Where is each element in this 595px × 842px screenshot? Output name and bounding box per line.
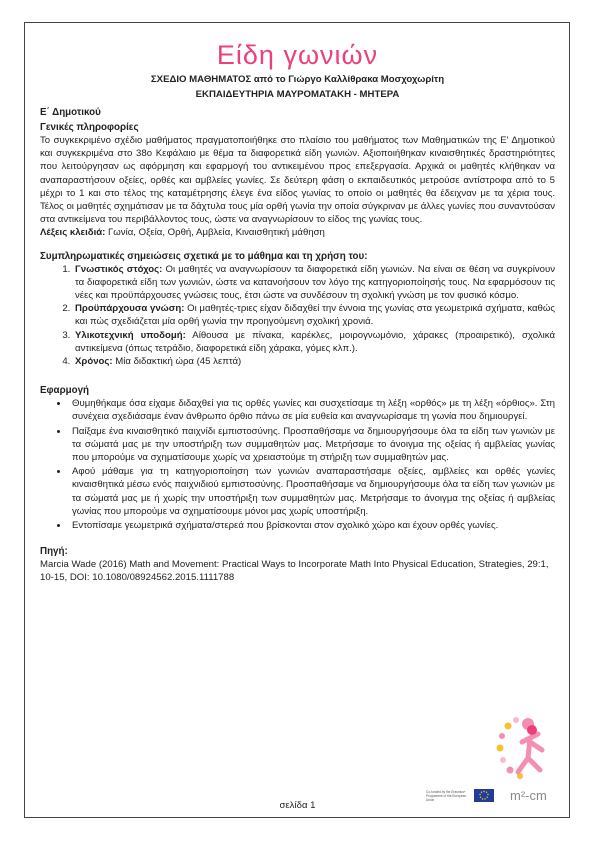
application-item: • Παίξαμε ένα κιναισθητικό παιχνίδι εμπιστοσύνης. Προσπαθήσαμε να δημιουργήσουμε όλα τα είδη των γωνιών με τα σώματά μας με την υποστήριξη των συμμαθητών μας. Μετρήσαμε το άνοιγμα της οξείας ή αμβλείας γωνίας που μπορούμε να σχηματίσουμε χωρίς να χρειαστούμε τη στήριξη των συμμαθητών μας.	[69, 425, 555, 465]
brand-logo-text: m²-cm	[510, 788, 547, 803]
keywords-line	[40, 226, 555, 239]
subtitle-line-2: ΕΚΠΑΙΔΕΥΤΗΡΙΑ ΜΑΥΡΟΜΑΤΑΚΗ - ΜΗΤΕΡΑ	[195, 89, 400, 100]
notes-heading: Συμπληρωματικές σημειώσεις σχετικά με το μάθημα και τη χρήση του:	[40, 250, 368, 262]
application-list	[40, 397, 555, 532]
source-heading: Πηγή:	[40, 546, 68, 558]
application-item: • Αφού μάθαμε για τη κατηγοριοποίηση των γωνιών αναπαραστήσαμε οξείες, αμβλείες και ορθές γωνίες κιναισθητικά μέσω ενός παιχνιδιού εμπιστοσύνης. Προσπαθήσαμε να δημιουργήσουμε όλα τα είδη των γωνιών με τα σώματά μας με ή χωρίς την υποστήριξη των συμμαθητών μας. Μετρήσαμε το άνοιγμα της οξείας ή αμβλείας γωνίας που μπορούμε να σχηματίσουμε μόνοι μας χωρίς υποστήριξη.	[69, 465, 555, 518]
note-item: 4. Χρόνος: Μία διδακτική ώρα (45 λεπτά)	[73, 355, 555, 368]
source-text: Marcia Wade (2016) Math and Movement: Practical Ways to Incorporate Math Into Physical Education, Strategies, 29:1, 10-15, DOI: 10.1080/08924562.2015.1111788	[40, 559, 549, 584]
general-heading: Γενικές πληροφορίες	[40, 122, 139, 133]
page-title: Είδη γωνιών	[216, 40, 379, 70]
grade-heading: Ε΄ Δημοτικού	[40, 107, 101, 118]
application-item: • Εντοπίσαμε γεωμετρικά σχήματα/στερεά που βρίσκονται στον σχολικό χώρο και έχουν ορθές γωνίες.	[69, 519, 555, 532]
notes-list	[40, 263, 555, 369]
application-item: • Θυμηθήκαμε όσα είχαμε διδαχθεί για τις ορθές γωνίες και συσχετίσαμε τη λέξη «ορθός» με τη λέξη «όρθιος». Στη συνέχεια σχεδιάσαμε έναν άνθρωπο όρθιο πάνω σε μία ευθεία και αναγνωρίσαμε τη γωνία που δημιουργεί.	[69, 397, 555, 423]
note-item: 1. Γνωστικός στόχος: Οι μαθητές να αναγνωρίσουν τα διαφορετικά είδη γωνιών. Να είναι σε θέση να συγκρίνουν τα διαφορετικά είδη των γωνιών, ώστε να κατανοήσουν τον λόγο της κατηγοριοποίησής τους. Να εφαρμόσουν τις νέες και προϋπάρχουσες γνώσεις τους, έτσι ώστε να συνδέσουν τη σχολική γνώση με τον φυσικό κόσμο.	[73, 263, 555, 303]
page-number: σελίδα 1	[279, 800, 316, 811]
general-text: Το συγκεκριμένο σχέδιο μαθήματος πραγματοποιήθηκε στο πλαίσιο του μαθήματος των Μαθηματικών της Ε' Δημοτικού και συγκεκριμένα στο 38ο Κεφάλαιο με θέμα τα διαφορετικά είδη γωνιών. Αξιοποιήθηκαν κιναισθητικές δραστηριότητες που λειτούργησαν ως αφόρμηση και εφαρμογή του αντικειμένου προς επεξεργασία. Αρχικά οι μαθητές κλήθηκαν να αναπαραστήσουν οξείες, ορθές και αμβλείες γωνίες. Σε δεύτερη φάση ο εκπαιδευτικός μετρούσε αντίστροφα από το 5 μέχρι το 1 και στο τέλος της καταμέτρησης έλεγε ένα είδος γωνίας το οποίο οι μαθητές θα έδειχναν με τα χέρια τους. Τέλος οι μαθητές σχημάτισαν με τα δάχτυλα τους μία ορθή γωνία την οποία σύγκριναν με άλλες γωνίες που συναντούσαν στα αντικείμενα του περιβάλλοντος τους, ώστε να αναγνωρίσουν το είδος της γωνίας τους.	[40, 135, 555, 226]
keywords-text: Γωνία, Οξεία, Ορθή, Αμβλεία, Κιναισθητική μάθηση	[105, 227, 325, 239]
note-item: 2. Προϋπάρχουσα γνώση: Οι μαθητές-τριες είχαν διδαχθεί την έννοια της γωνίας στα γεωμετρικά σχήματα, καθώς και πώς σχεδιάζεται μία ορθή γωνία την προηγούμενη σχολική χρονιά.	[73, 302, 555, 328]
document-body	[40, 38, 555, 585]
application-heading: Εφαρμογή	[40, 385, 90, 397]
keywords-label: Λέξεις κλειδιά:	[40, 227, 106, 239]
eu-funding-text: Co-funded by the Erasmus+ Programme of the European Union	[426, 790, 467, 802]
note-item: 3. Υλικοτεχνική υποδομή: Αίθουσα με πίνακα, καρέκλες, μοιρογνωμόνιο, χάρακες (προαιρετικό), σχολικά αντικείμενα (όπως τετράδιο, διαφορετικά είδη χάρακα, γόμες κλπ.).	[73, 329, 555, 355]
subtitle-line-1: ΣΧΕΔΙΟ ΜΑΘΗΜΑΤΟΣ από το Γιώργο Καλλίθρακα Μοσχοχωρίτη	[150, 74, 445, 85]
stick-figure-logo-icon	[470, 712, 570, 792]
